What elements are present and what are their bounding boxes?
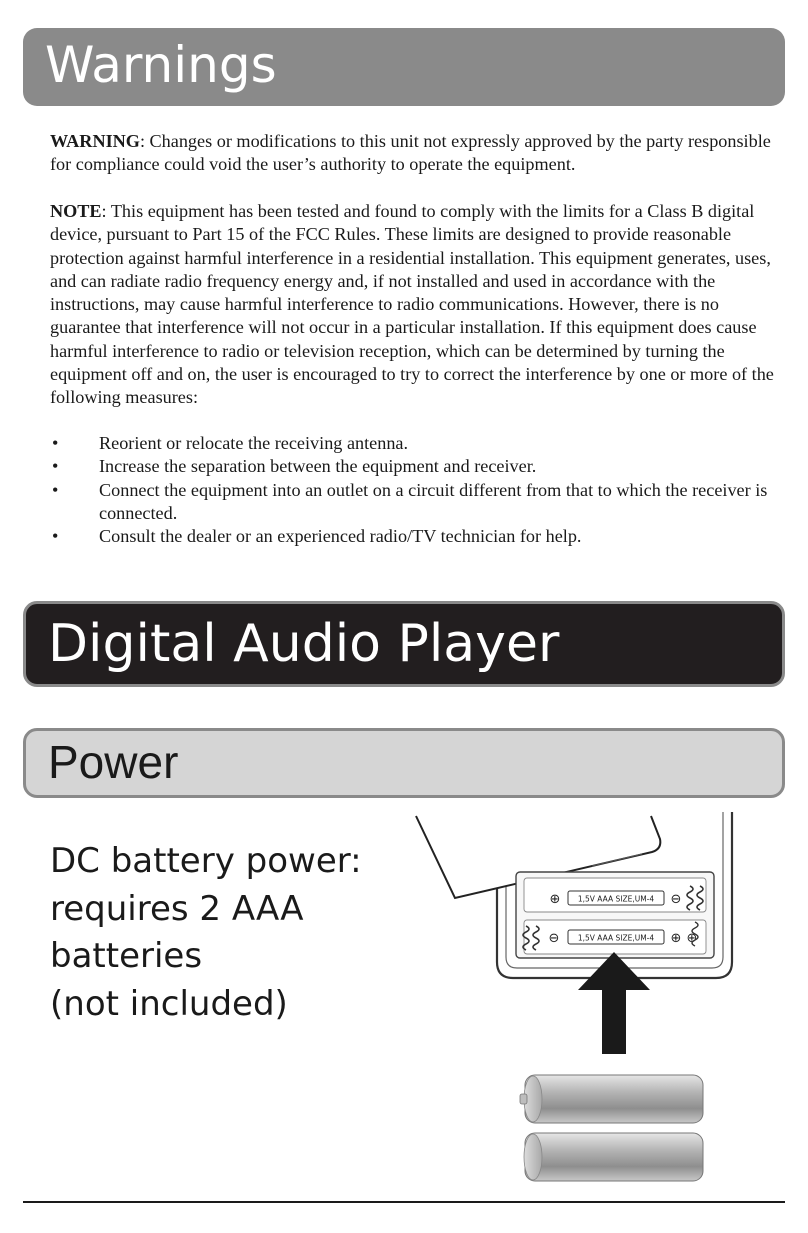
list-item-text: Consult the dealer or an experienced radio/TV technician for help. xyxy=(99,526,582,547)
aaa-battery xyxy=(524,1133,703,1181)
interference-measures-list xyxy=(50,432,790,548)
list-item xyxy=(50,525,790,548)
note-text: : This equipment has been tested and found to comply with the limits for a Class B digital device, pursuant to Part 15 of the FCC Rules. These limits are designed to provide reasonable protection against harmful interference in a residential installation. This equipment generates, uses, and can radiate radio frequency energy and, if not installed and used in accordance with the instructions, may cause harmful interference to radio communications. However, there is no guarantee that interference will not occur in a particular installation. If this equipment does cause harmful interference to radio or television reception, which can be determined by turning the equipment off and on, the user is encouraged to try to correct the interference by one or more of the following measures: xyxy=(50,201,774,408)
list-item xyxy=(50,479,790,526)
list-item xyxy=(50,455,790,478)
power-line: requires 2 AAA xyxy=(50,888,304,929)
power-line: batteries xyxy=(50,936,203,976)
battery-installation-illustration xyxy=(400,812,780,1198)
slot-label-bottom: 1,5V AAA SIZE,UM-4 xyxy=(577,933,655,943)
slot-label-top: 1,5V AAA SIZE,UM-4 xyxy=(577,894,655,904)
bullet-glyph: • xyxy=(52,526,59,547)
power-line: (not included) xyxy=(50,983,288,1024)
minus-icon: ⊖ xyxy=(670,892,682,907)
list-item xyxy=(50,432,790,455)
power-section-header xyxy=(23,728,785,798)
bullet-glyph: • xyxy=(52,479,59,500)
warning-text: : Changes or modifications to this unit not expressly approved by the party responsible for compliance could void the user’s authority to operate the equipment. xyxy=(50,131,771,175)
aaa-battery xyxy=(520,1075,703,1123)
insert-arrow-icon xyxy=(578,952,650,1054)
plus-icon: ⊕ xyxy=(670,931,682,946)
note-paragraph xyxy=(50,200,790,410)
plus-icon: ⊕ xyxy=(549,892,561,907)
note-label: NOTE xyxy=(50,201,102,221)
warning-label: WARNING xyxy=(50,131,140,151)
product-section-header xyxy=(23,601,785,687)
footer-divider xyxy=(23,1201,785,1203)
battery-compartment xyxy=(516,872,714,958)
minus-icon: ⊖ xyxy=(548,931,560,946)
warnings-title: Warnings xyxy=(45,36,277,94)
warning-paragraph xyxy=(50,130,790,177)
plus-icon: ⊕ xyxy=(686,931,698,946)
list-item-text: Increase the separation between the equipment and receiver. xyxy=(99,456,537,477)
power-line: DC battery power: xyxy=(50,841,362,881)
battery-power-description xyxy=(50,838,390,1028)
bullet-glyph: • xyxy=(52,433,59,453)
bullet-glyph: • xyxy=(52,456,59,477)
product-title: Digital Audio Player xyxy=(48,614,560,674)
list-item-text: Connect the equipment into an outlet on a circuit different from that to which the receiver is connected. xyxy=(99,479,768,523)
warnings-section-header xyxy=(23,28,785,106)
power-title: Power xyxy=(48,736,179,788)
list-item-text: Reorient or relocate the receiving antenna. xyxy=(99,433,409,453)
